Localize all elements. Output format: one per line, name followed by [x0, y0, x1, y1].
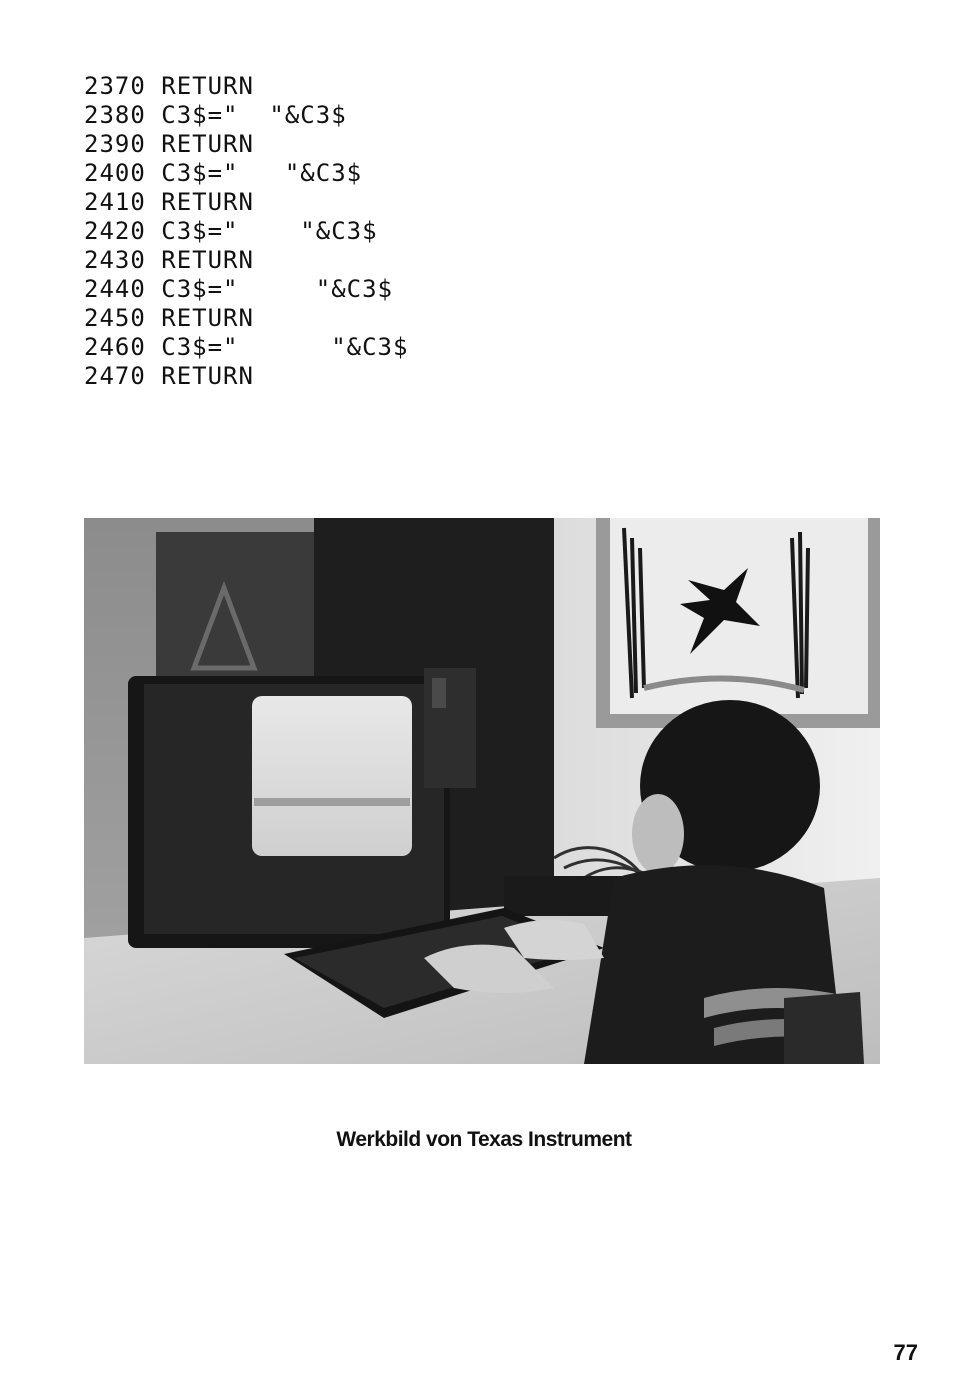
code-line: 2370 RETURN — [84, 72, 254, 100]
code-line: 2460 C3$=" "&C3$ — [84, 333, 409, 361]
code-line: 2400 C3$=" "&C3$ — [84, 159, 363, 187]
code-line: 2470 RETURN — [84, 362, 254, 390]
code-line: 2430 RETURN — [84, 246, 254, 274]
page-number: 77 — [893, 1340, 918, 1365]
code-line: 2420 C3$=" "&C3$ — [84, 217, 378, 245]
code-line: 2380 C3$=" "&C3$ — [84, 101, 347, 129]
figure-caption: Werkbild von Texas Instrument — [336, 1128, 632, 1151]
code-line: 2390 RETURN — [84, 130, 254, 158]
code-line: 2440 C3$=" "&C3$ — [84, 275, 393, 303]
basic-code-listing — [84, 72, 684, 391]
code-line: 2410 RETURN — [84, 188, 254, 216]
code-line: 2450 RETURN — [84, 304, 254, 332]
photo-boy-at-computer — [84, 518, 880, 1064]
